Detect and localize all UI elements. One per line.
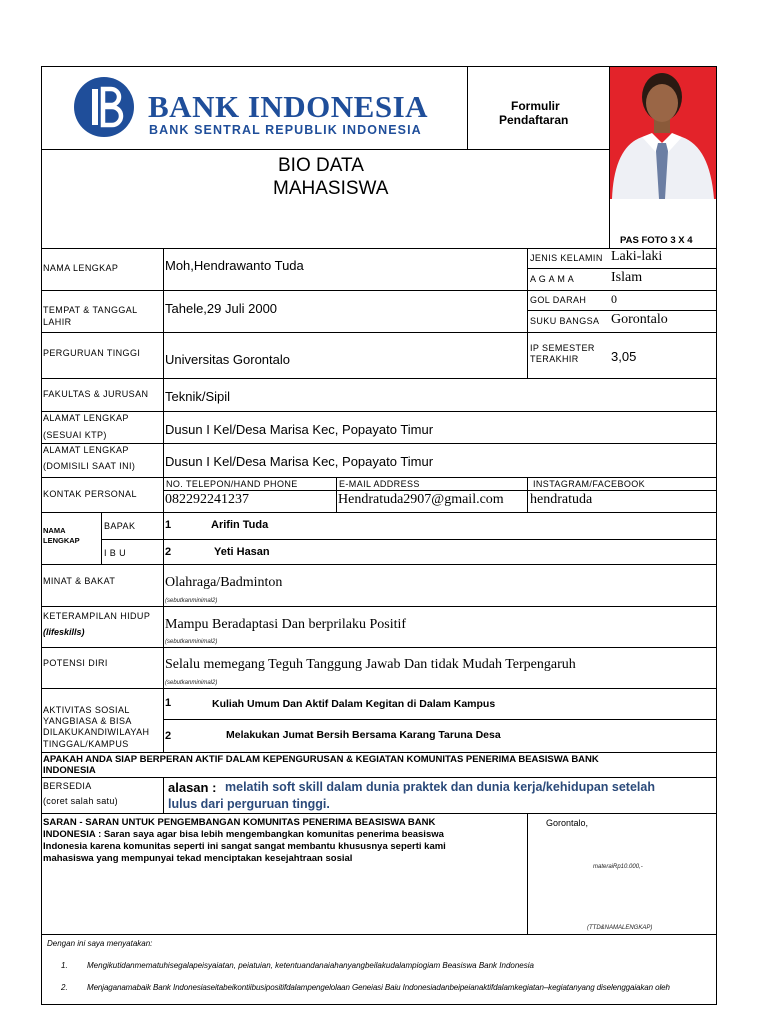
email-label: E-MAIL ADDRESS [339, 479, 420, 489]
form-title-line2: Pendaftaran [499, 113, 569, 127]
signature-place: Gorontalo, [546, 818, 589, 828]
ortu-label-2: LENGKAP [43, 536, 80, 545]
alamat-ktp-label-1: ALAMAT LENGKAP [43, 413, 129, 423]
bi-emblem-icon [72, 76, 136, 138]
aktivitas-label-1: AKTIVITAS SOSIAL [43, 705, 130, 715]
aktivitas-1-number: 1 [165, 697, 172, 709]
doc-title-line1: BIO DATA [278, 155, 364, 176]
saran-line-2: INDONESIA : Saran saya agar bisa lebih mengembangkan komunitas penerima beasiswa [43, 829, 444, 840]
agama-label: A G A M A [530, 274, 575, 284]
aktivitas-2-value: Melakukan Jumat Bersih Bersama Karang Taruna Desa [226, 729, 501, 741]
ip-label-1: IP SEMESTER [530, 343, 595, 353]
pt-label: PERGURUAN TINGGI [43, 348, 141, 358]
saran-line-4: mahasiswa yang mempunyai tekad menciptakan kesejahtraan sosial [43, 853, 353, 864]
nama-value: Moh,Hendrawanto Tuda [165, 258, 304, 273]
ortu-label-1: NAMA [43, 526, 66, 535]
aktivitas-label-3: DILAKUKANDIWILAYAH [43, 727, 150, 737]
question-line-2: INDONESIA [43, 765, 96, 776]
logo-text: BANK INDONESIA [148, 89, 429, 124]
alamat-domisili-label-2: (DOMISILI SAAT INI) [43, 461, 136, 471]
kontak-label: KONTAK PERSONAL [43, 489, 137, 499]
alamat-ktp-label-2: (SESUAI KTP) [43, 430, 107, 440]
minat-value: Olahraga/Badminton [165, 575, 283, 590]
declaration-item-1-number: 1. [61, 961, 68, 970]
ibu-label: I B U [104, 548, 127, 558]
jenis-kelamin-value: Laki-laki [611, 249, 663, 264]
ttl-label-1: TEMPAT & TANGGAL [43, 305, 138, 315]
alasan-label: alasan : [168, 780, 217, 795]
logo-subtitle: BANK SENTRAL REPUBLIK INDONESIA [149, 123, 422, 137]
gol-darah-label: GOL DARAH [530, 295, 587, 305]
photo-caption: PAS FOTO 3 X 4 [620, 235, 693, 246]
form-title-line1: Formulir [511, 99, 560, 113]
aktivitas-1-value: Kuliah Umum Dan Aktif Dalam Kegitan di Dalam Kampus [212, 698, 496, 710]
saran-line-3: Indonesia karena komunitas seperti ini sangat sangat membantu khususnya seperti kami [43, 841, 446, 852]
instagram-value: hendratuda [530, 492, 593, 507]
nama-label: NAMA LENGKAP [43, 263, 119, 273]
fakultas-label: FAKULTAS & JURUSAN [43, 389, 149, 399]
bank-indonesia-logo [72, 76, 432, 138]
person-photo-icon [610, 67, 716, 199]
ip-value: 3,05 [611, 349, 637, 364]
bersedia-label: BERSEDIA [43, 781, 92, 791]
declaration-intro: Dengan ini saya menyatakan: [47, 939, 153, 948]
materai-note: materaiRp10.000,- [593, 864, 643, 870]
email-value: Hendratuda2907@gmail.com [338, 492, 504, 507]
aktivitas-label-4: TINGGAL/KAMPUS [43, 739, 129, 749]
potensi-hint: (sebutkanminimal2) [165, 680, 218, 686]
jenis-kelamin-label: JENIS KELAMIN [530, 253, 603, 263]
telp-value: 082292241237 [165, 492, 249, 507]
alasan-text-2: lulus dari perguruan tinggi. [168, 797, 330, 811]
ttl-value: Tahele,29 Juli 2000 [165, 301, 278, 316]
skill-label-1: KETERAMPILAN HIDUP [43, 611, 151, 621]
minat-hint: (sebutkanminimal2) [165, 598, 218, 604]
telp-label: NO. TELEPON/HAND PHONE [166, 479, 298, 489]
bapak-value: Arifin Tuda [211, 519, 269, 531]
bersedia-hint: (coret salah satu) [43, 796, 118, 806]
declaration-item-2-number: 2. [61, 983, 68, 992]
alamat-domisili-label-1: ALAMAT LENGKAP [43, 445, 129, 455]
ttd-note: (TTD&NAMALENGKAP) [587, 925, 653, 931]
suku-label: SUKU BANGSA [530, 316, 600, 326]
doc-title-line2: MAHASISWA [273, 178, 389, 199]
potensi-value: Selalu memegang Teguh Tanggung Jawab Dan tidak Mudah Terpengaruh [165, 657, 576, 672]
applicant-photo [610, 67, 716, 199]
suku-value: Gorontalo [611, 312, 668, 327]
skill-hint: (sebutkanminimal2) [165, 639, 218, 645]
instagram-label: INSTAGRAM/FACEBOOK [533, 479, 646, 489]
ibu-number: 2 [165, 546, 172, 558]
declaration-item-1: Mengikutidanmematuhisegalapeisyaiatan, peiatuian, ketentuandanaiahanyangbeilakudalampiogiam Beasiswa Bank Indonesia [87, 961, 534, 970]
agama-value: Islam [611, 270, 643, 285]
alamat-ktp-value: Dusun I Kel/Desa Marisa Kec, Popayato Timur [165, 422, 434, 437]
potensi-label: POTENSI DIRI [43, 658, 108, 668]
ttl-label-2: LAHIR [43, 317, 72, 327]
ip-label-2: TERAKHIR [530, 354, 579, 364]
aktivitas-2-number: 2 [165, 730, 172, 742]
gol-darah-value: 0 [611, 292, 617, 306]
saran-line-1: SARAN - SARAN UNTUK PENGEMBANGAN KOMUNITAS PENERIMA BEASISWA BANK [43, 817, 436, 828]
skill-label-2: (lifeskills) [43, 627, 85, 637]
fakultas-value: Teknik/Sipil [165, 389, 231, 404]
skill-value: Mampu Beradaptasi Dan berprilaku Positif [165, 617, 407, 632]
bapak-number: 1 [165, 519, 172, 531]
minat-label: MINAT & BAKAT [43, 576, 116, 586]
aktivitas-label-2: YANGBIASA & BISA [43, 716, 132, 726]
pt-value: Universitas Gorontalo [165, 352, 290, 367]
question-line-1: APAKAH ANDA SIAP BERPERAN AKTIF DALAM KEPENGURUSAN & KEGIATAN KOMUNITAS PENERIMA BEASISWA BANK [43, 754, 599, 765]
alasan-text-1: melatih soft skill dalam dunia praktek dan dunia kerja/kehidupan setelah [225, 780, 655, 794]
ibu-value: Yeti Hasan [214, 546, 270, 558]
declaration-item-2: Menjaganamabaik Bank Indonesiaseitabeikontiibusipositifdalampengelolaan Geneiasi Baiu Indonesiadanbeipeianaktifdalamkegiatan–kegiatanyang diselenggaiakan oleh [87, 983, 670, 992]
alamat-domisili-value: Dusun I Kel/Desa Marisa Kec, Popayato Timur [165, 454, 434, 469]
bapak-label: BAPAK [104, 521, 136, 531]
